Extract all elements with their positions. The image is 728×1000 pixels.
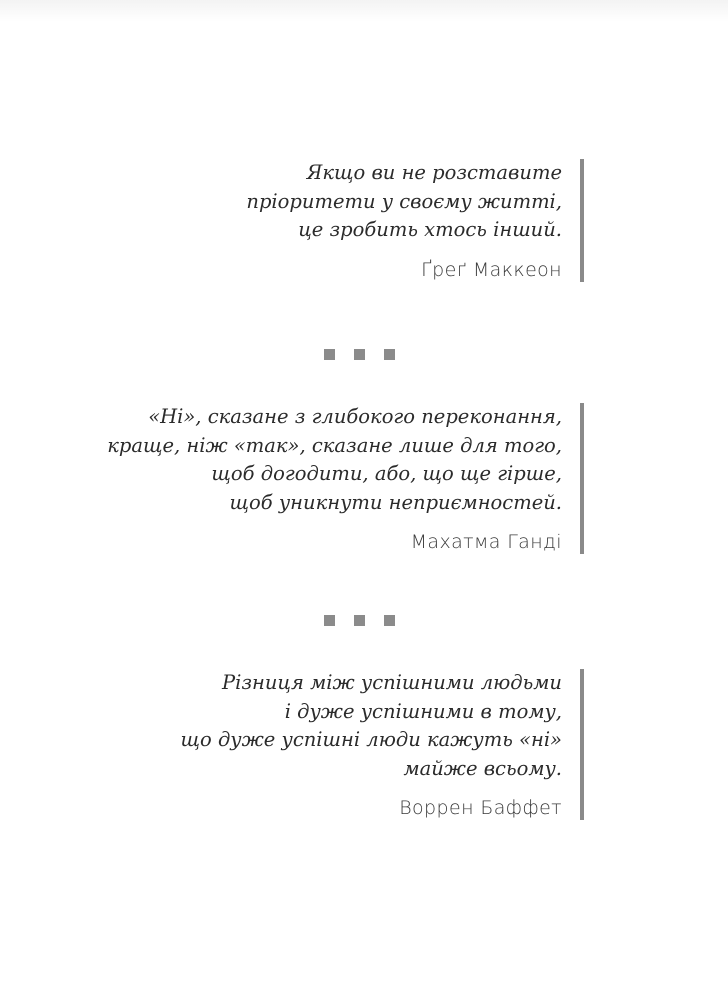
separator-square: [324, 615, 335, 626]
quote-line: Якщо ви не розставите: [306, 161, 562, 184]
quote-line: це зробить хтось інший.: [298, 218, 562, 241]
quote-author: Махатма Ганді: [410, 531, 562, 553]
quote-line: що дуже успішні люди кажуть «ні»: [180, 728, 562, 751]
quote-line: Різниця між успішними людьми: [222, 671, 562, 694]
quote-line: щоб уникнути неприємностей.: [229, 490, 562, 514]
separator-square: [354, 349, 365, 360]
separator-square: [324, 349, 335, 360]
quote-block-1: [246, 159, 584, 282]
section-separator-1: [324, 349, 395, 360]
quote-body: [107, 403, 580, 554]
quote-text: [246, 159, 562, 245]
quote-line: краще, ніж «так», сказане лише для того,: [107, 433, 562, 457]
section-separator-2: [324, 615, 395, 626]
quote-line: і дуже успішними в тому,: [284, 699, 562, 723]
quote-author: Ґреґ Маккеон: [421, 258, 562, 281]
quote-line: «Ні», сказане з глибокого переконання,: [148, 405, 562, 428]
quote-block-2: [107, 403, 584, 554]
quote-accent-bar: [580, 159, 584, 282]
page-top-shadow: [0, 0, 728, 22]
quote-line: щоб догодити, або, що ще гірше,: [211, 462, 562, 485]
separator-square: [354, 615, 365, 626]
separator-square: [384, 615, 395, 626]
quote-accent-bar: [580, 403, 584, 554]
quote-line: майже всьому.: [403, 756, 562, 780]
quote-body: [246, 159, 580, 282]
quote-block-3: [180, 669, 584, 820]
separator-square: [384, 349, 395, 360]
quote-line: пріоритети у своєму житті,: [246, 189, 562, 213]
quote-accent-bar: [580, 669, 584, 820]
quote-text: [107, 403, 562, 517]
quote-author: Воррен Баффет: [399, 797, 562, 819]
quote-body: [180, 669, 580, 820]
quote-text: [180, 669, 562, 783]
